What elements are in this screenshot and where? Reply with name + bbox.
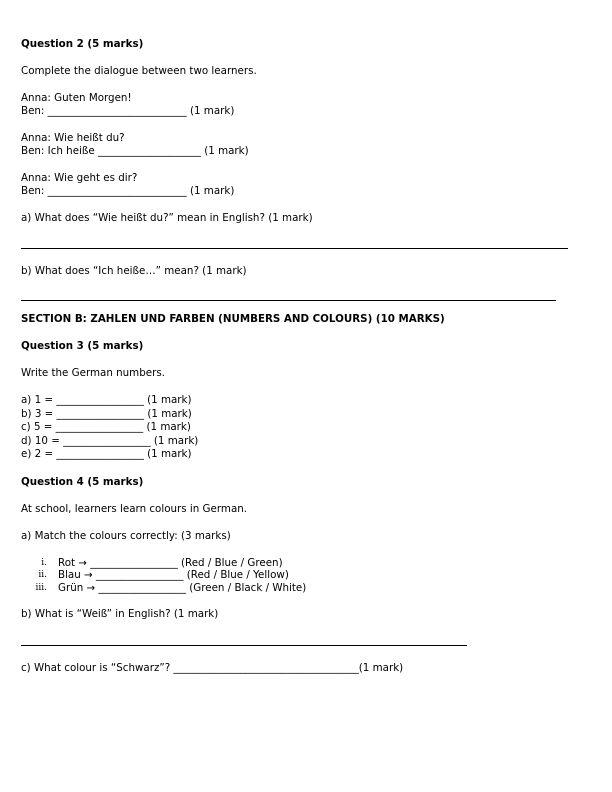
colour-match-item — [21, 582, 581, 595]
number-item: c) 5 = _________________ (1 mark) — [21, 421, 191, 433]
dialogue-anna-line: Anna: Guten Morgen! — [21, 92, 132, 104]
dialogue-pair-2 — [21, 132, 581, 158]
question-3-instruction: Write the German numbers. — [21, 367, 165, 379]
roman-numeral: iii. — [35, 582, 47, 593]
question-4a: a) Match the colours correctly: (3 marks) — [21, 529, 231, 542]
colour-match-text: Rot → _________________ (Red / Blue / Green) — [58, 556, 283, 569]
section-b-heading: SECTION B: ZAHLEN UND FARBEN (NUMBERS AND COLOURS) (10 MARKS) — [21, 313, 445, 325]
colour-match-item — [21, 569, 581, 582]
number-item: b) 3 = _________________ (1 mark) — [21, 407, 192, 420]
worksheet-page — [21, 38, 581, 675]
question-3-heading: Question 3 (5 marks) — [21, 340, 144, 352]
dialogue-anna-line: Anna: Wie heißt du? — [21, 132, 125, 144]
question-4-instruction: At school, learners learn colours in German. — [21, 502, 248, 515]
question-4-heading: Question 4 (5 marks) — [21, 475, 144, 488]
dialogue-ben-line: Ben: ___________________________ (1 mark) — [21, 105, 235, 117]
colour-match-text: Grün → _________________ (Green / Black / White) — [58, 581, 307, 594]
number-item: a) 1 = _________________ (1 mark) — [21, 394, 192, 406]
colour-match-list — [21, 557, 581, 595]
colour-match-text: Blau → _________________ (Red / Blue / Yellow) — [58, 569, 289, 581]
dialogue-ben-line: Ben: ___________________________ (1 mark) — [21, 185, 235, 197]
question-2b: b) What does “Ich heiße…” mean? (1 mark) — [21, 265, 247, 277]
number-item: d) 10 = _________________ (1 mark) — [21, 434, 199, 447]
dialogue-ben-line: Ben: Ich heiße ____________________ (1 mark) — [21, 145, 249, 157]
dialogue-anna-line: Anna: Wie geht es dir? — [21, 172, 138, 184]
question-2a: a) What does “Wie heißt du?” mean in English? (1 mark) — [21, 212, 313, 224]
roman-numeral: ii. — [38, 570, 47, 580]
question-4c: c) What colour is “Schwarz”? ____________________________________(1 mark) — [21, 662, 404, 674]
colour-match-item — [21, 557, 581, 570]
number-item: e) 2 = _________________ (1 mark) — [21, 448, 192, 460]
dialogue-pair-3 — [21, 172, 581, 198]
question-2-instruction: Complete the dialogue between two learners. — [21, 65, 257, 77]
question-2-heading: Question 2 (5 marks) — [21, 38, 144, 50]
roman-numeral: i. — [41, 557, 47, 568]
dialogue-pair-1 — [21, 92, 581, 118]
question-4b: b) What is “Weiß” in English? (1 mark) — [21, 608, 219, 620]
number-items — [21, 394, 581, 462]
